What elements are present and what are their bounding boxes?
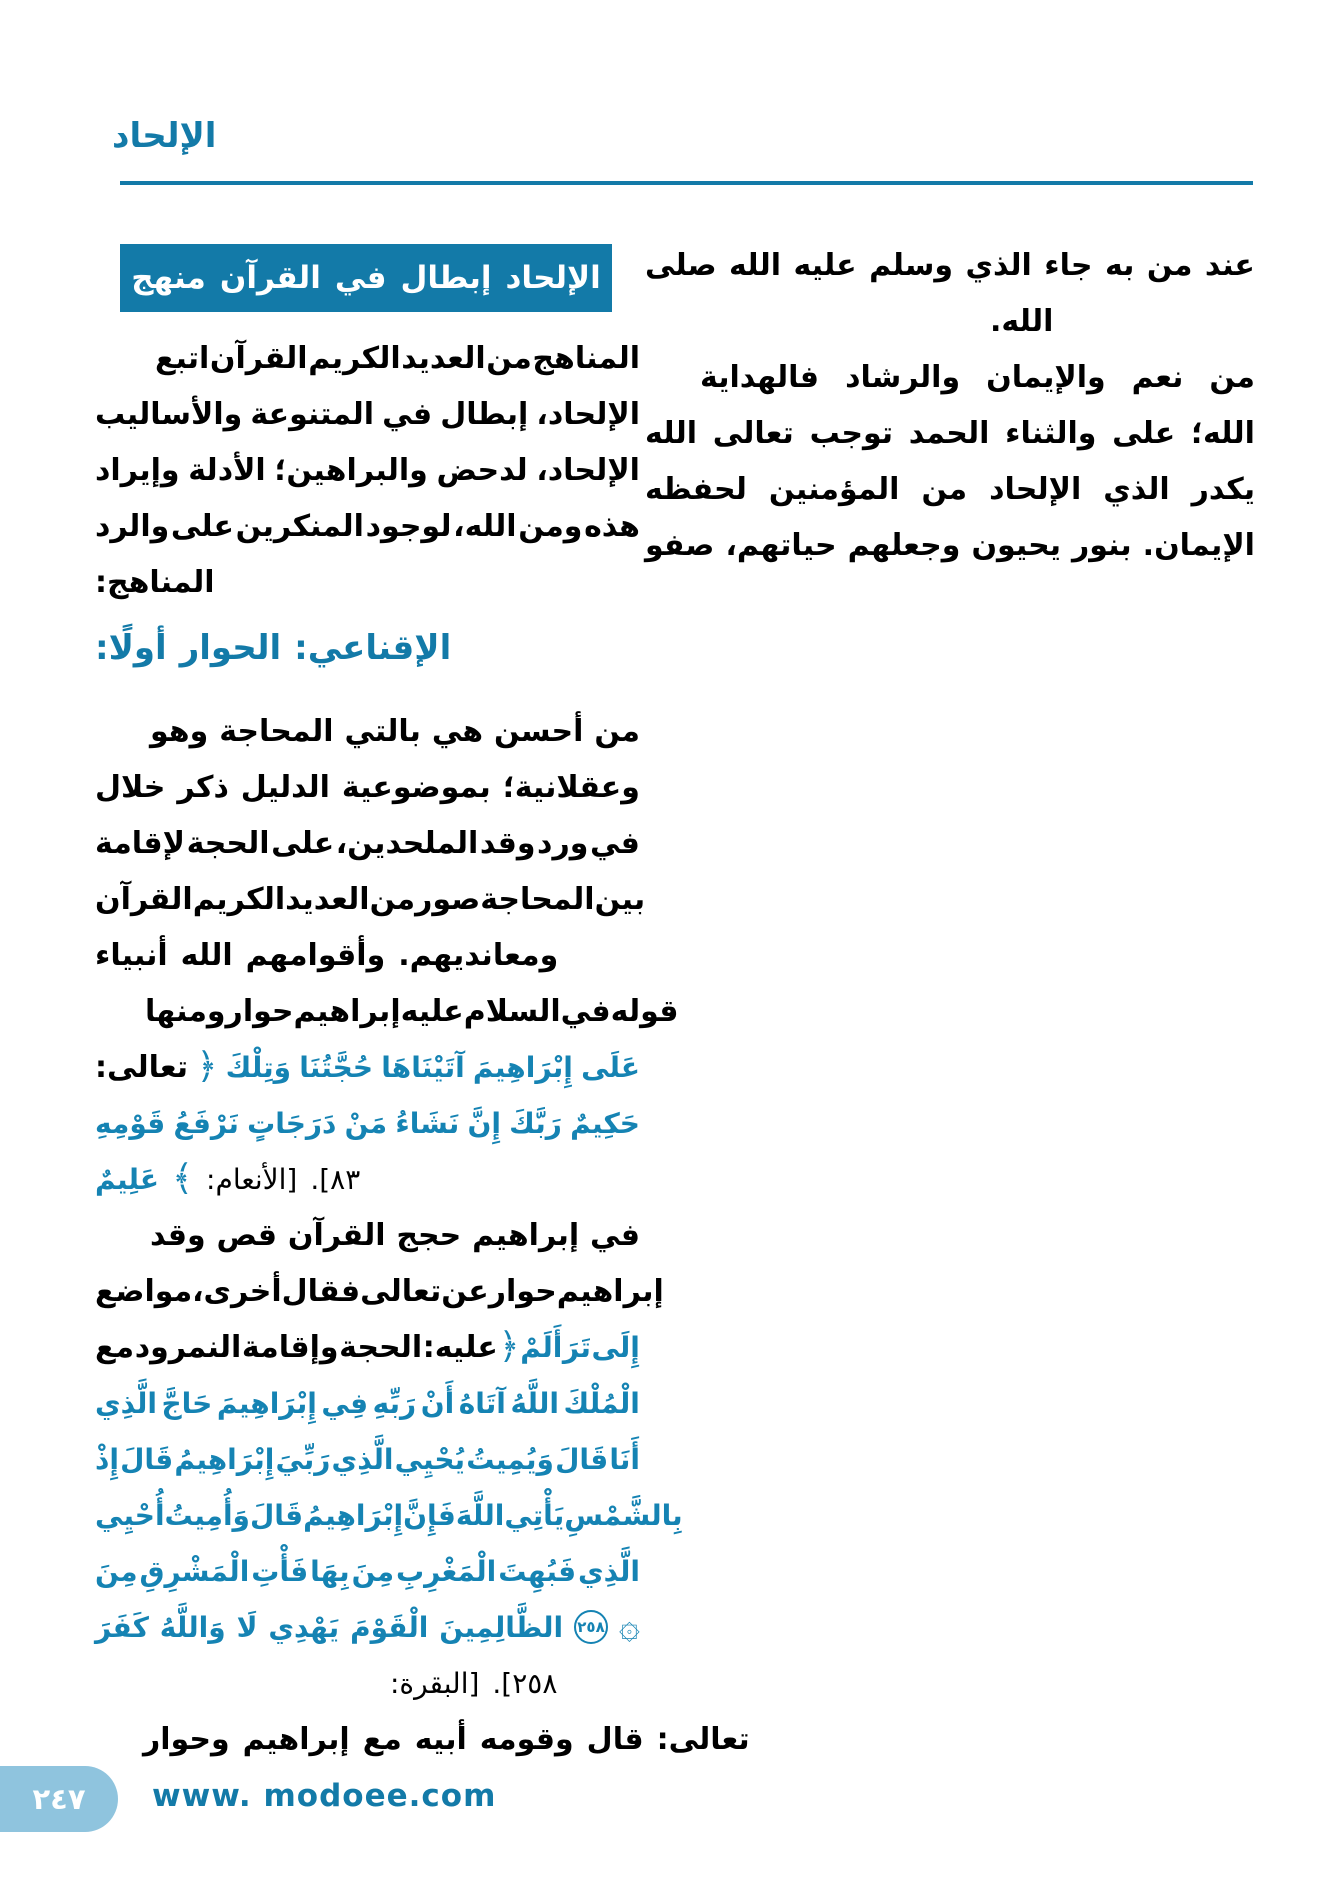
word: الذي xyxy=(965,247,1032,283)
word: أولًا: xyxy=(95,628,167,668)
word: وجعلهم xyxy=(847,527,961,563)
word: بِالشَّمْسِ xyxy=(564,1498,683,1532)
word: تعالى xyxy=(712,415,794,451)
word: والبراهين؛ xyxy=(274,452,428,488)
word: حياتهم، xyxy=(725,527,837,563)
word: الإيمان. xyxy=(1142,527,1255,563)
word: من xyxy=(1209,359,1255,395)
word: هذه xyxy=(584,508,640,544)
word: الكريم xyxy=(308,340,401,376)
word: لدحض xyxy=(436,452,528,488)
word: مع xyxy=(362,1721,402,1757)
word: نَشَاءُ xyxy=(395,1106,460,1140)
word: المناهج: xyxy=(95,564,215,600)
word: إِبْرَاهِيمَ xyxy=(216,1386,317,1420)
word: الله xyxy=(645,415,697,451)
quran-verse-line xyxy=(95,1039,640,1095)
word: عَلِيمٌ xyxy=(95,1162,159,1196)
word: الَّذِي xyxy=(578,1554,640,1588)
word: اتبع xyxy=(155,340,210,376)
word: عن xyxy=(441,1273,489,1309)
word: [الأنعام: xyxy=(206,1162,298,1196)
word: تعالى: xyxy=(95,1049,189,1085)
word: بِهَا xyxy=(310,1554,350,1588)
word: إِبْرَاهِيمَ xyxy=(472,1050,573,1084)
word: وهو xyxy=(150,713,209,749)
word: بموضوعية xyxy=(341,769,491,805)
word: الله xyxy=(180,937,233,973)
word: قوله xyxy=(610,993,679,1029)
verse-ornament-icon: ﴿ xyxy=(498,1326,520,1367)
verse-ornament-icon: ۞ xyxy=(618,1606,640,1647)
word: من xyxy=(921,471,968,507)
word: وأقوامهم xyxy=(245,937,386,973)
word: صور xyxy=(415,881,481,917)
word: وَاللَّهُ xyxy=(159,1610,226,1644)
word: حوار xyxy=(225,993,294,1029)
word: ٢٥٨]. xyxy=(492,1666,558,1700)
word: والرشاد xyxy=(845,359,961,395)
word: العديد xyxy=(401,340,486,376)
word: إِبْرَاهِيمُ xyxy=(303,1498,404,1532)
word: حوار xyxy=(488,1273,557,1309)
section-heading xyxy=(120,244,612,312)
word: فَإِنَّ xyxy=(403,1498,456,1532)
word: ٨٣]. xyxy=(310,1162,361,1196)
word: القرآن xyxy=(219,260,321,296)
word: كَفَرَ xyxy=(95,1610,149,1644)
text-line xyxy=(95,1711,750,1767)
word: وإيراد xyxy=(95,452,180,488)
word: يحيون xyxy=(971,527,1061,563)
word: أنبياء xyxy=(95,937,168,973)
word: الله، xyxy=(453,508,517,544)
word: توجب xyxy=(809,415,894,451)
word: إبطال xyxy=(440,396,529,432)
word: صفو xyxy=(645,527,715,563)
word: من xyxy=(486,340,532,376)
word: قال xyxy=(586,1721,644,1757)
word: خلال xyxy=(95,769,166,805)
word: لإقامة xyxy=(95,825,186,861)
verse-ornament-icon: ﴿ xyxy=(196,1046,218,1087)
word: أَنَا xyxy=(609,1442,640,1476)
text-line xyxy=(95,927,640,983)
word: رَبِّهِ xyxy=(372,1386,417,1420)
word: والرد xyxy=(95,508,170,544)
word: وسلم xyxy=(869,247,954,283)
word: في xyxy=(382,396,433,432)
word: وَأُمِيتُ xyxy=(164,1498,250,1532)
word: إبراهيم xyxy=(293,993,401,1029)
quran-verse-line xyxy=(95,1375,640,1431)
word: وقومه xyxy=(479,1721,574,1757)
word: فَأْتِ xyxy=(251,1554,309,1588)
word: الحوار xyxy=(179,628,282,668)
word: والثناء xyxy=(1005,415,1097,451)
word: الحجة xyxy=(186,825,270,861)
text-line xyxy=(645,349,1255,405)
word: الْمُلْكَ xyxy=(563,1386,640,1420)
word: القرآن xyxy=(209,340,308,376)
quran-verse-line xyxy=(95,1431,640,1487)
word: قَالَ xyxy=(120,1442,174,1476)
word: ذكر xyxy=(177,769,229,805)
word: أحسن xyxy=(494,713,584,749)
text-line xyxy=(645,237,1255,293)
word: حجج xyxy=(396,1217,462,1253)
word: يكدر xyxy=(1191,471,1255,507)
word: من xyxy=(369,881,416,917)
page-number: ٢٤٧ xyxy=(32,1782,86,1816)
word: في xyxy=(589,825,640,861)
word: الإلحاد xyxy=(989,471,1082,507)
ayah-number: ٢٥٨ xyxy=(574,1610,608,1644)
word: القرآن xyxy=(95,881,193,917)
word: حَاجَّ xyxy=(161,1386,213,1420)
word: الَّذِي xyxy=(331,1442,394,1476)
word: مِنَ xyxy=(351,1554,395,1588)
word: والإيمان xyxy=(986,359,1106,395)
word: حَكِيمٌ xyxy=(570,1106,640,1140)
text-line xyxy=(95,703,640,759)
word: وعقلانية؛ xyxy=(502,769,640,805)
word: آتَاهُ xyxy=(458,1386,506,1420)
word: لحفظه xyxy=(645,471,747,507)
word: رَبَّكَ xyxy=(509,1106,562,1140)
word: المنكرين xyxy=(235,508,364,544)
quran-verse-line xyxy=(95,1095,640,1151)
word: المحاجة xyxy=(480,881,595,917)
word: على xyxy=(271,825,335,861)
word: وحوار xyxy=(143,1721,230,1757)
word: من xyxy=(594,713,640,749)
word: فِي xyxy=(321,1386,369,1420)
word: عليه xyxy=(400,993,464,1029)
word: لَا xyxy=(236,1610,258,1644)
word: ومعانديهم. xyxy=(398,937,559,973)
word: حُجَّتُنَا xyxy=(299,1050,374,1084)
word: أَلَمْ xyxy=(520,1330,563,1364)
word: وقد xyxy=(479,825,536,861)
word: منهج xyxy=(131,260,206,296)
word: فقال xyxy=(281,1273,361,1309)
verse-ornament-icon: ﴾ xyxy=(171,1158,194,1199)
website-link[interactable]: www. modoee.com xyxy=(152,1778,497,1814)
word: على xyxy=(170,508,235,544)
word: ومن xyxy=(518,508,583,544)
word: فَبُهِتَ xyxy=(498,1554,577,1588)
word: أُحْيِي xyxy=(95,1498,165,1532)
word: المحاجة xyxy=(219,713,334,749)
word: يَهْدِي xyxy=(268,1610,340,1644)
word: ورد xyxy=(537,825,589,861)
word: أبيه xyxy=(414,1721,467,1757)
text-line xyxy=(645,517,1255,573)
word: الملحدين، xyxy=(335,825,479,861)
word: وَيُمِيتُ xyxy=(466,1442,554,1476)
word: الظَّالِمِينَ xyxy=(439,1610,564,1644)
text-line xyxy=(645,405,1255,461)
word: صلى xyxy=(645,247,717,283)
word: الْقَوْمَ xyxy=(350,1610,429,1644)
word: إِبْرَاهِيمُ xyxy=(174,1442,275,1476)
quran-verse-line xyxy=(95,1151,640,1207)
word: إبراهيم xyxy=(242,1721,350,1757)
word: قَالَ xyxy=(555,1442,609,1476)
text-line xyxy=(95,498,640,554)
word: مِنَ xyxy=(95,1554,138,1588)
word: القرآن xyxy=(287,1217,386,1253)
quran-verse-line xyxy=(95,1319,640,1375)
page-number-badge xyxy=(0,1766,118,1832)
word: مع xyxy=(95,1329,135,1365)
word: في xyxy=(590,1217,640,1253)
text-line xyxy=(645,461,1255,517)
header-divider xyxy=(120,181,1253,185)
word: بنور xyxy=(1072,527,1132,563)
word: الله. xyxy=(990,303,1054,339)
word: في xyxy=(334,260,387,296)
word: السلام xyxy=(463,993,561,1029)
word: عليه: xyxy=(422,1329,498,1365)
word: النمرود xyxy=(134,1329,242,1365)
word: الأدلة xyxy=(188,452,266,488)
text-line xyxy=(95,759,640,815)
word: وقد xyxy=(150,1217,206,1253)
text-line xyxy=(95,386,640,442)
word: إِلَى xyxy=(591,1330,640,1364)
word: الحجة xyxy=(339,1329,423,1365)
word: إِذْ xyxy=(95,1442,119,1476)
word: بالتي xyxy=(344,713,421,749)
word: الله xyxy=(729,247,782,283)
word: الله؛ xyxy=(1190,415,1255,451)
word: المؤمنين xyxy=(768,471,900,507)
text-line xyxy=(95,1207,640,1263)
word: ومنها xyxy=(145,993,226,1029)
word: الإلحاد xyxy=(505,260,601,296)
text-line xyxy=(95,815,640,871)
word: آتَيْنَاهَا xyxy=(381,1050,465,1084)
word: تَرَ xyxy=(562,1330,591,1364)
word: قص xyxy=(216,1217,278,1253)
word: المناهج xyxy=(532,340,640,376)
quran-verse-line xyxy=(95,1543,640,1599)
word: الكريم xyxy=(192,881,286,917)
word: يَأْتِي xyxy=(504,1498,565,1532)
column-right xyxy=(645,237,1255,573)
text-line xyxy=(990,293,1255,349)
word: جاء xyxy=(1044,247,1093,283)
word: إبراهيم xyxy=(556,1273,664,1309)
word: الإقناعي: xyxy=(294,628,452,668)
word: وَتِلْكَ xyxy=(225,1050,292,1084)
verse-reference xyxy=(390,1655,640,1711)
word: الإلحاد، xyxy=(536,396,640,432)
word: فالهداية xyxy=(700,359,820,395)
word: العديد xyxy=(285,881,370,917)
text-line xyxy=(95,330,640,386)
word: إبراهيم xyxy=(472,1217,580,1253)
word: من xyxy=(1146,247,1193,283)
word: إبطال xyxy=(400,260,492,296)
word: على xyxy=(1112,415,1176,451)
word: الْمَشْرِقِ xyxy=(139,1554,250,1588)
word: في xyxy=(560,993,611,1029)
word: الإلحاد، xyxy=(536,452,640,488)
quran-verse-line xyxy=(95,1599,640,1655)
word: به xyxy=(1104,247,1135,283)
word: دَرَجَاتٍ xyxy=(247,1106,337,1140)
word: الحمد xyxy=(908,415,990,451)
word: رَبِّيَ xyxy=(275,1442,331,1476)
word: عند xyxy=(1204,247,1255,283)
word: قَالَ xyxy=(249,1498,304,1532)
word: المتنوعة xyxy=(250,396,375,432)
word: أَنْ xyxy=(420,1386,455,1420)
text-line xyxy=(95,554,640,610)
subsection-heading xyxy=(95,620,640,676)
word: نعم xyxy=(1131,359,1184,395)
word: تعالى: xyxy=(656,1721,750,1757)
word: الذي xyxy=(1103,471,1170,507)
word: قَوْمِهِ xyxy=(95,1106,166,1140)
running-head: الإلحاد xyxy=(112,116,217,156)
word: بين xyxy=(594,881,646,917)
word: تعالى xyxy=(360,1273,442,1309)
word: يُحْيِي xyxy=(394,1442,466,1476)
word: لوجود xyxy=(365,508,452,544)
quran-verse-line xyxy=(95,1487,683,1543)
word: [البقرة: xyxy=(390,1666,480,1700)
word: الْمَغْرِبِ xyxy=(396,1554,497,1588)
word: مَنْ xyxy=(344,1106,388,1140)
text-line xyxy=(95,442,640,498)
word: مواضع xyxy=(95,1273,193,1309)
word: اللَّهَ xyxy=(455,1498,505,1532)
word: عليه xyxy=(793,247,857,283)
word: نَرْفَعُ xyxy=(173,1106,239,1140)
text-line xyxy=(95,1263,664,1319)
word: أخرى، xyxy=(192,1273,282,1309)
text-line xyxy=(95,871,646,927)
word: والأساليب xyxy=(95,396,243,432)
text-line xyxy=(95,983,679,1039)
word: عَلَى xyxy=(581,1050,640,1084)
word: وإقامة xyxy=(241,1329,339,1365)
word: هي xyxy=(431,713,484,749)
word: الَّذِي xyxy=(95,1386,157,1420)
word: إِنَّ xyxy=(467,1106,501,1140)
word: الدليل xyxy=(240,769,330,805)
word: اللَّهُ xyxy=(510,1386,559,1420)
